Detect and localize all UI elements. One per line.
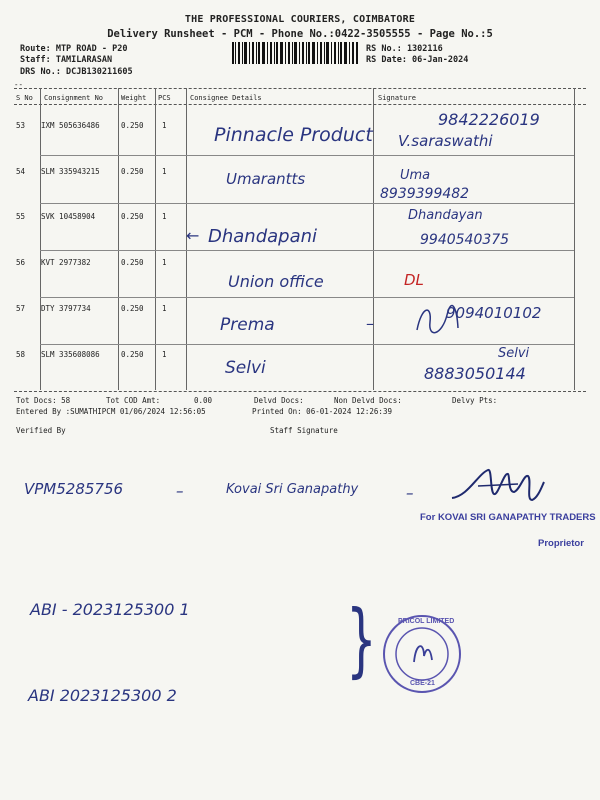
delivered-docs: Delvd Docs: bbox=[254, 396, 304, 405]
handwritten-mark: DL bbox=[404, 271, 424, 289]
row-sno: 57 bbox=[16, 304, 26, 313]
row-separator bbox=[40, 297, 574, 298]
handwritten-dash: – bbox=[406, 484, 414, 502]
row-sno: 56 bbox=[16, 258, 26, 267]
row-pcs: 1 bbox=[162, 258, 167, 267]
handwritten-phone: 9842226019 bbox=[438, 110, 540, 129]
signature-scribble bbox=[412, 300, 462, 340]
handwritten-consignee: Selvi bbox=[225, 358, 266, 378]
handwritten-name: Kovai Sri Ganapathy bbox=[226, 482, 359, 497]
header-sno: S No bbox=[16, 94, 33, 102]
handwritten-consignee: Umarantts bbox=[226, 170, 306, 188]
handwritten-abi-2: ABI 2023125300 2 bbox=[28, 686, 177, 705]
table-bottom-rule bbox=[14, 391, 586, 392]
staff-label: Staff: TAMILARASAN bbox=[20, 55, 113, 65]
table-top-rule bbox=[14, 88, 586, 89]
drs-number: DRS No.: DCJB130211605 bbox=[20, 67, 133, 77]
proprietor-stamp: Proprietor bbox=[538, 538, 584, 549]
round-stamp-bottom: CBE-21 bbox=[410, 680, 435, 687]
column-line bbox=[574, 88, 575, 390]
row-consignment: KVT 2977382 bbox=[41, 258, 91, 267]
handwritten-ref: VPM5285756 bbox=[24, 480, 124, 498]
row-consignment: IXM 505636486 bbox=[41, 121, 100, 130]
row-separator bbox=[40, 203, 574, 204]
handwritten-consignee: Dhandapani bbox=[208, 226, 318, 247]
row-pcs: 1 bbox=[162, 350, 167, 359]
total-docs: Tot Docs: 58 bbox=[16, 396, 71, 405]
barcode bbox=[232, 42, 358, 64]
dash-marker: -- bbox=[14, 80, 24, 89]
row-consignment: SLM 335943215 bbox=[41, 167, 100, 176]
rs-date: RS Date: 06-Jan-2024 bbox=[366, 55, 469, 65]
handwritten-signature: V.saraswathi bbox=[398, 132, 493, 150]
traders-stamp: For KOVAI SRI GANAPATHY TRADERS bbox=[420, 512, 596, 523]
row-separator bbox=[40, 155, 574, 156]
proprietor-signature bbox=[448, 462, 548, 506]
header-weight: Weight bbox=[121, 94, 147, 102]
total-cod-amount: 0.00 bbox=[194, 396, 213, 405]
header-consignee: Consignee Details bbox=[190, 94, 262, 102]
header-signature: Signature bbox=[378, 94, 416, 102]
row-pcs: 1 bbox=[162, 304, 167, 313]
row-consignment: SVK 10458904 bbox=[41, 212, 96, 221]
rs-number: RS No.: 1302116 bbox=[366, 44, 443, 54]
runsheet-subtitle: Delivery Runsheet - PCM - Phone No.:0422-3505555 - Page No.:5 bbox=[107, 28, 493, 40]
row-sno: 58 bbox=[16, 350, 26, 359]
handwritten-phone: 8883050144 bbox=[424, 364, 526, 383]
row-weight: 0.250 bbox=[121, 121, 144, 130]
delivery-points: Delvy Pts: bbox=[452, 396, 498, 405]
round-stamp-top: PRICOL LIMITED bbox=[398, 618, 455, 625]
row-weight: 0.250 bbox=[121, 350, 144, 359]
row-weight: 0.250 bbox=[121, 304, 144, 313]
handwritten-consignee: Union office bbox=[228, 272, 324, 291]
handwritten-bracket: } bbox=[346, 593, 377, 686]
handwritten-phone: 9094010102 bbox=[446, 304, 542, 322]
handwritten-dash: ← bbox=[186, 226, 200, 245]
row-sno: 53 bbox=[16, 121, 26, 130]
row-sno: 54 bbox=[16, 167, 26, 176]
printed-on: Printed On: 06-01-2024 12:26:39 bbox=[252, 407, 392, 416]
handwritten-signature: Selvi bbox=[498, 346, 530, 361]
verified-by-label: Verified By bbox=[16, 426, 66, 435]
row-weight: 0.250 bbox=[121, 167, 144, 176]
row-consignment: DTY 3797734 bbox=[41, 304, 91, 313]
row-sno: 55 bbox=[16, 212, 26, 221]
handwritten-dash: – bbox=[366, 314, 374, 333]
header-pcs: PCS bbox=[158, 94, 171, 102]
row-pcs: 1 bbox=[162, 121, 167, 130]
route-label: Route: MTP ROAD - P20 bbox=[20, 44, 128, 54]
handwritten-abi-1: ABI - 2023125300 1 bbox=[30, 600, 190, 619]
table-header-rule bbox=[14, 104, 586, 105]
handwritten-phone: 8939399482 bbox=[380, 186, 470, 202]
handwritten-signature: Dhandayan bbox=[408, 208, 483, 223]
handwritten-signature: Uma bbox=[400, 168, 431, 183]
handwritten-dash: – bbox=[176, 482, 184, 500]
company-title: THE PROFESSIONAL COURIERS, COIMBATORE bbox=[184, 14, 416, 25]
row-weight: 0.250 bbox=[121, 212, 144, 221]
total-cod-label: Tot COD Amt: bbox=[106, 396, 161, 405]
entered-by: Entered By :SUMATHIPCM 01/06/2024 12:56:05 bbox=[16, 407, 206, 416]
non-delivered-docs: Non Delvd Docs: bbox=[334, 396, 402, 405]
row-separator bbox=[40, 250, 574, 251]
handwritten-consignee: Pinnacle Product bbox=[214, 124, 373, 146]
row-weight: 0.250 bbox=[121, 258, 144, 267]
header-consignment: Consignment No bbox=[44, 94, 104, 102]
handwritten-consignee: Prema bbox=[220, 315, 275, 335]
row-pcs: 1 bbox=[162, 167, 167, 176]
row-consignment: SLM 335608086 bbox=[41, 350, 100, 359]
handwritten-phone: 9940540375 bbox=[420, 232, 510, 248]
row-pcs: 1 bbox=[162, 212, 167, 221]
staff-signature-label: Staff Signature bbox=[270, 426, 338, 435]
row-separator bbox=[40, 344, 574, 345]
